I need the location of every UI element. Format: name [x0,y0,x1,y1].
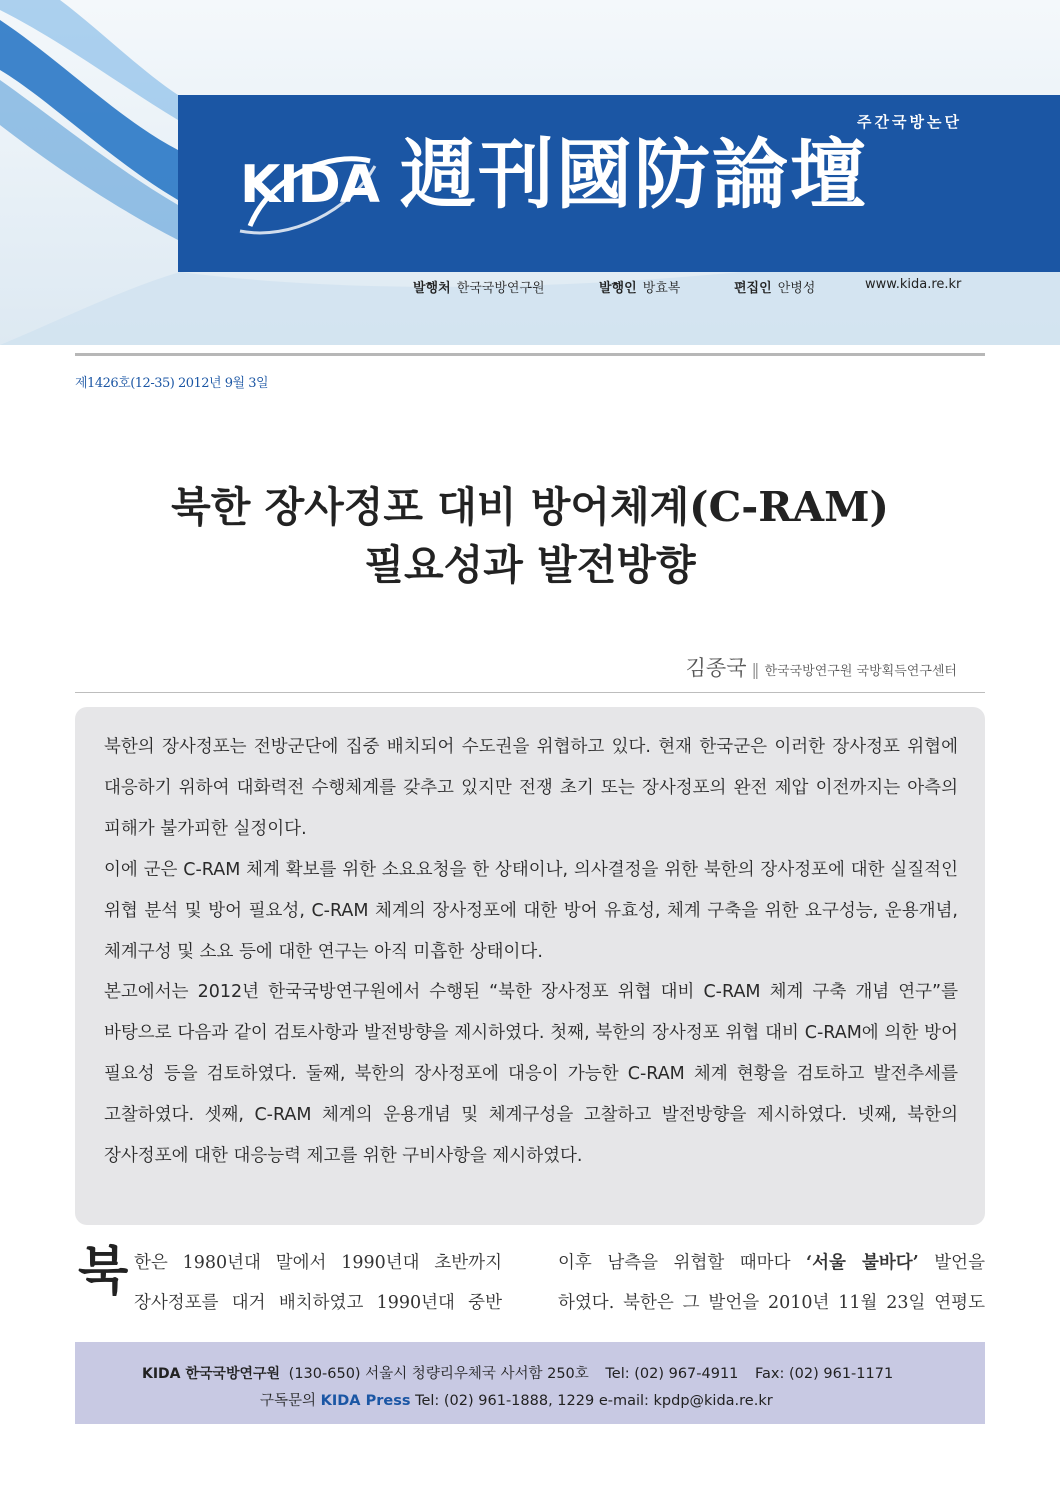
publisher-name: 한국국방연구원 [456,281,545,296]
publication-title: 週刊國防論壇 [400,130,868,219]
article-title-line2: 필요성과 발전방향 [364,541,696,589]
footer-bar [75,1342,985,1424]
body-text: 이후 남측을 위협할 때마다 [558,1253,806,1273]
body-line: 한은 1980년대 말에서 1990년대 초반까지 [134,1253,502,1273]
body-line: 장사정포를 대거 배치하였고 1990년대 중반 [134,1293,502,1313]
article-title [75,478,985,594]
editor-label: 편집인 [734,281,772,296]
email-link[interactable]: e-mail: kpdp@kida.re.kr [598,1393,773,1409]
body-text: 발언을 [918,1253,985,1273]
author-separator: ‖ [751,660,760,679]
issuer-name: 방효복 [642,281,681,296]
abstract-box [75,707,985,1225]
publisher-info [413,277,545,296]
top-divider [75,353,985,356]
website-link[interactable]: www.kida.re.kr [865,277,962,292]
footer-address: (130-650) 서울시 청량리우체국 사서함 250호 [288,1366,589,1382]
footer-logo: KIDA 한국국방연구원 [142,1366,281,1382]
abstract-paragraph: 북한의 장사정포는 전방군단에 집중 배치되어 수도권을 위협하고 있다. 현재 한국군은 이러한 장사정포 위협에 대응하기 위하여 대화력전 수행체계를 갖추고 있지만 전쟁 초기 또는 장사정포의 완전 제압 이전까지는 아측의 피해가 불가피한 실정이다. [104,737,958,839]
abstract-paragraph: 본고에서는 2012년 한국국방연구원에서 수행된 “북한 장사정포 위협 대비 C-RAM 체계 구축 개념 연구”를 바탕으로 다음과 같이 검토사항과 발전방향을 제시하였다. 첫째, 북한의 장사정포 위협 대비 C-RAM에 의한 방어 필요성 등을 검토하였다. 둘째, 북한의 장사정포에 대응이 가능한 C-RAM 체계 현황을 검토하고 발전추세를 고찰하였다. 셋째, C-RAM 체계의 운용개념 및 체계구성을 고찰하고 발전방향을 제시하였다. 넷째, 북한의 장사정포에 대한 대응능력 제고를 위한 구비사항을 제시하였다. [104,982,958,1167]
masthead-banner [178,95,1060,272]
issuer-label: 발행인 [599,281,637,296]
press-name: KIDA Press [320,1393,411,1409]
author-name: 김종국 [685,656,747,680]
kida-logo: KIDA [240,155,380,215]
abstract-paragraph: 이에 군은 C-RAM 체계 확보를 위한 소요요청을 한 상태이나, 의사결정을 위한 북한의 장사정포에 대한 실질적인 위협 분석 및 방어 필요성, C-RAM 체계의 장사정포에 대한 방어 유효성, 체계 구축을 위한 요구성능, 운용개념, 체계구성 및 소요 등에 대한 연구는 아직 미흡한 상태이다. [104,859,958,962]
body-line [558,1243,985,1283]
article-title-line1: 북한 장사정포 대비 방어체계(C-RAM) [171,483,889,531]
masthead-subtitle: 주간국방논단 [857,113,962,131]
editor-info [734,277,815,296]
footer-subscribe-line [260,1389,773,1410]
publisher-label: 발행처 [413,281,451,296]
footer-tel: Tel: (02) 967-4911 [605,1366,739,1382]
drop-cap: 북 [78,1241,129,1302]
author-line [686,652,957,682]
subscribe-label: 구독문의 [260,1393,317,1409]
author-affiliation: 한국국방연구원 국방획득연구센터 [764,664,957,679]
issue-number: 제1426호(12-35) 2012년 9월 3일 [75,376,269,391]
body-line: 하였다. 북한은 그 발언을 2010년 11월 23일 연평도 [558,1293,985,1313]
title-divider [75,692,985,693]
emphasis-quote: ‘서울 불바다’ [806,1253,919,1273]
body-column-left [134,1243,502,1323]
editor-name: 안병성 [777,281,816,296]
footer-fax: Fax: (02) 961-1171 [755,1366,894,1382]
issuer-info [599,277,680,296]
press-tel: Tel: (02) 961-1888, 1229 [415,1393,595,1409]
footer-contact-line [142,1362,893,1383]
body-column-right [558,1243,985,1323]
